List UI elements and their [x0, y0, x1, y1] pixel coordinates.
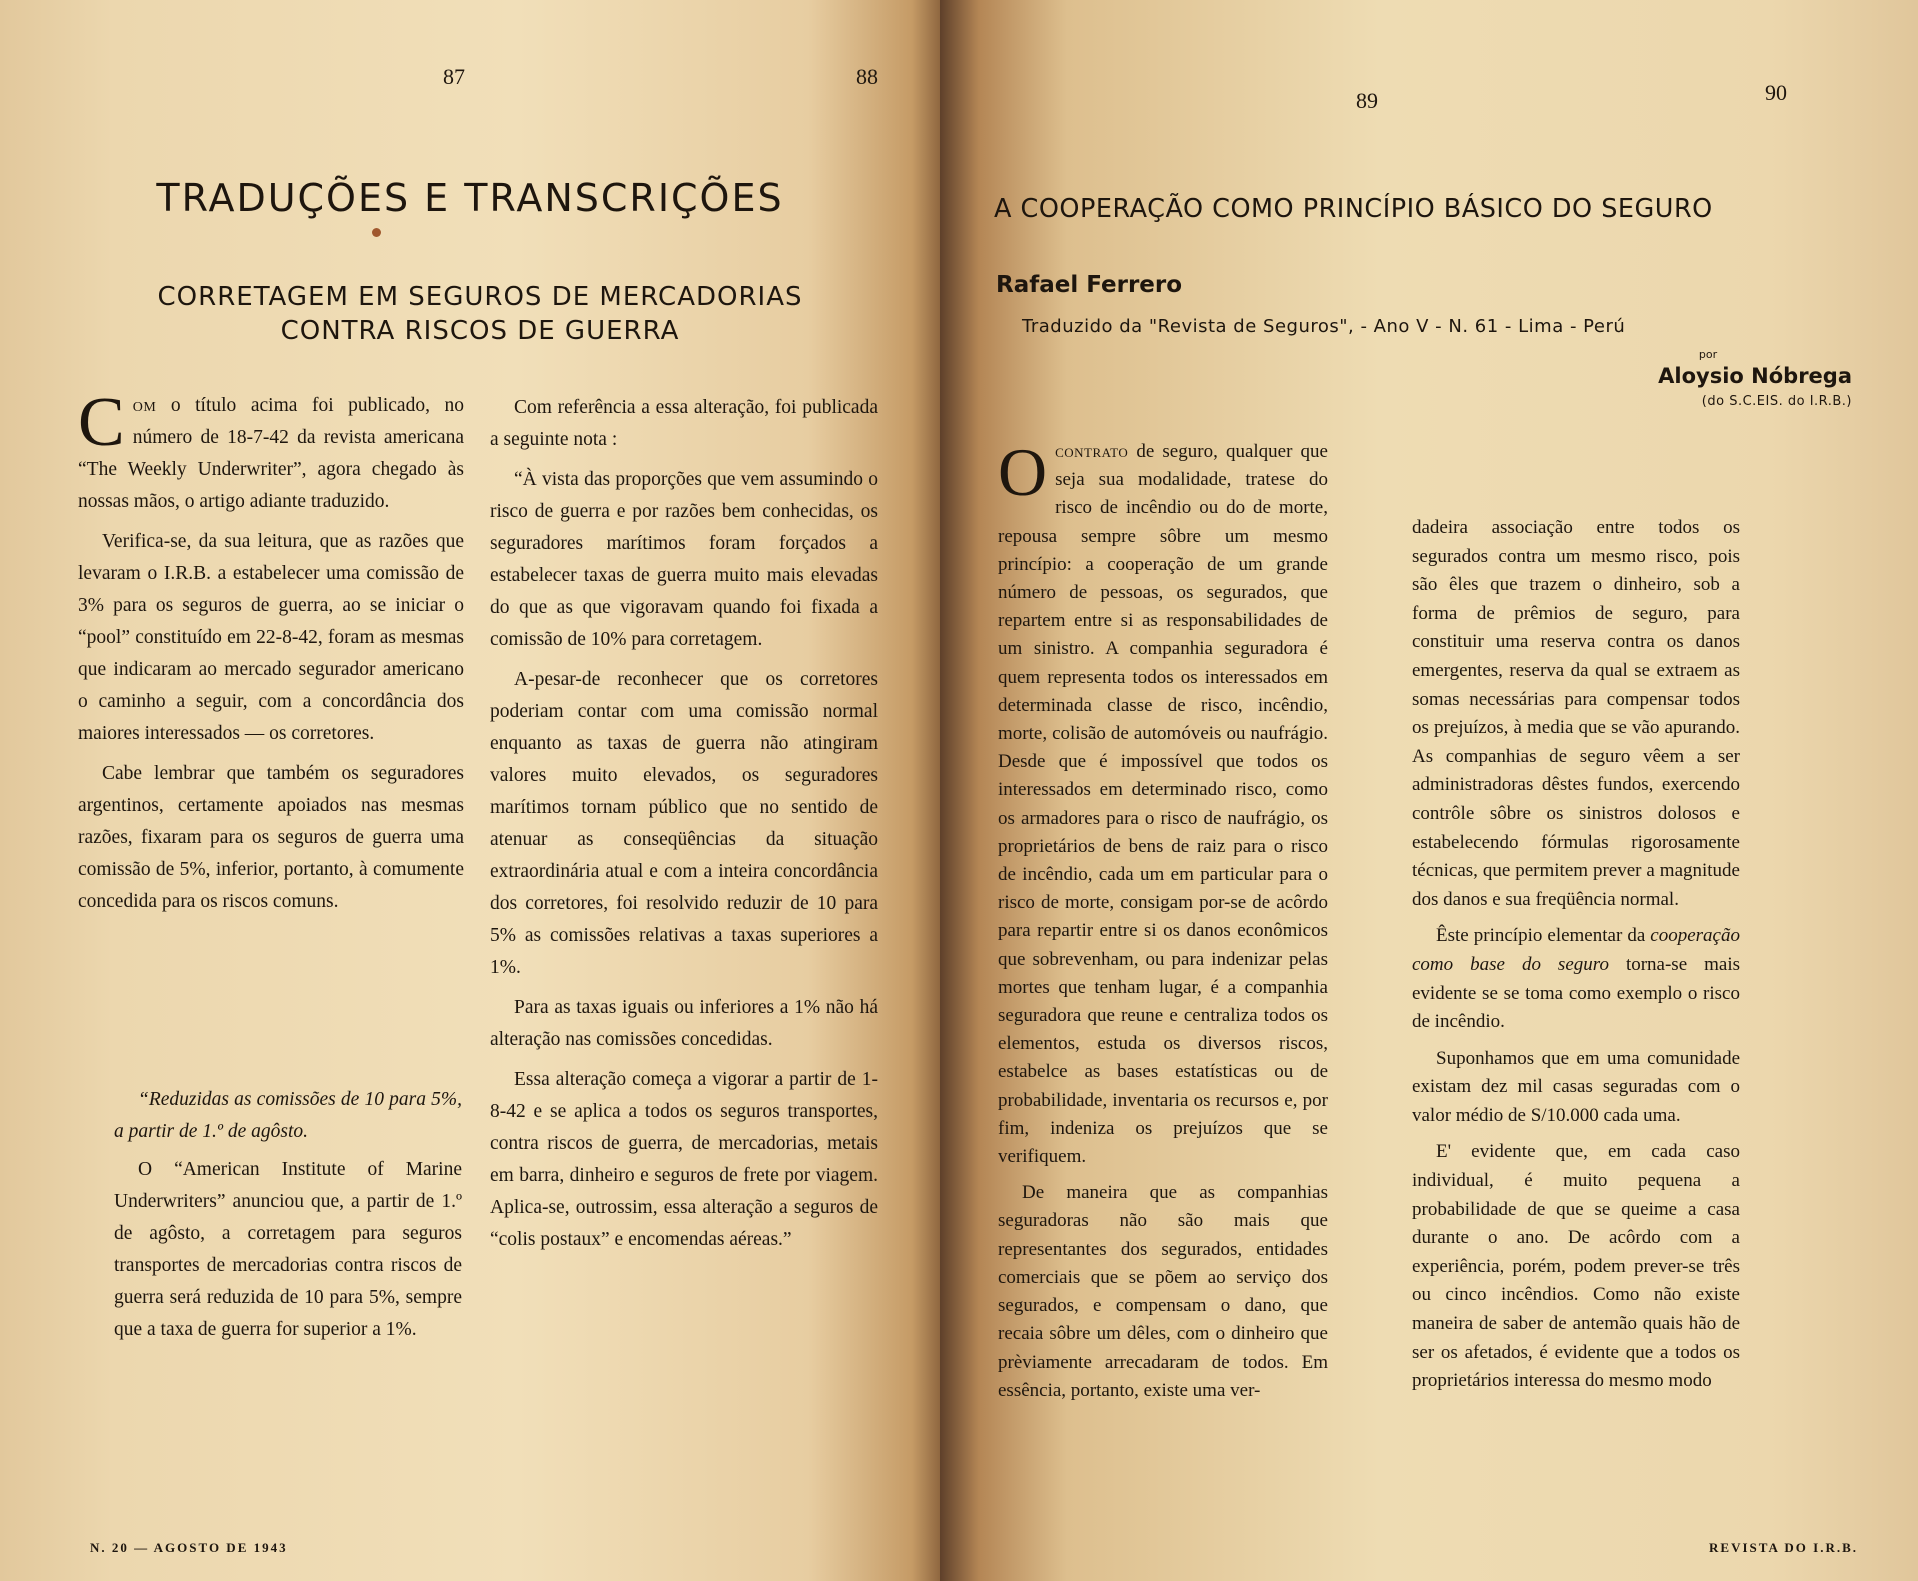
- paragraph: dadeira associação entre todos os segurados contra um mesmo risco, pois são êles que trazem o dinheiro, sob a forma de prêmios de seguro, para constituir uma reserva contra os danos emergentes, reserva da qual se extraem as somas necessárias para compensar todos os prejuízos, à media que se vão apurando. As companhias de seguro vêem a ser administradoras dêstes fundos, exercendo contrôle sôbre os sinistros dolosos e estabelecendo fórmulas rigorosamente técnicas, que permitem prever a magnitude dos danos e sua freqüência normal.: [1412, 517, 1740, 910]
- paragraph: Essa alteração começa a vigorar a partir de 1-8-42 e se aplica a todos os seguros transportes, contra riscos de guerra, de mercadorias, metais em barra, dinheiro e seguros de frete por viagem. Aplica-se, outrossim, essa alteração a seguros de “colis postaux” e encomendas aéreas.”: [490, 1069, 878, 1250]
- right-footer: REVISTA DO I.R.B.: [1709, 1540, 1858, 1555]
- right-page: [940, 0, 1918, 1581]
- article-title-line2: CONTRA RISCOS DE GUERRA: [280, 316, 680, 346]
- paragraph-text: torna-se mais evidente se se toma como exemplo o risco de incêndio.: [1412, 953, 1740, 1033]
- source-line: Traduzido da "Revista de Seguros", - Ano V - N. 61 - Lima - Perú: [1022, 316, 1626, 337]
- quote-heading: “Reduzidas as comissões de 10 para 5%, a partir de 1.º de agôsto.: [114, 1089, 462, 1142]
- page-number-88: 88: [856, 64, 878, 89]
- page-number-90: 90: [1765, 80, 1787, 105]
- left-quote-block: [114, 1084, 462, 1352]
- lead-word: om: [132, 395, 157, 416]
- paragraph: De maneira que as companhias seguradoras não são mais que representantes dos segurados, entidades comerciais que se põem ao serviço dos segurados, e compensam o dano, que recaia sôbre um dêles, com o dinheiro que prèviamente arrecadaram de todos. Em essência, portanto, existe uma ver-: [998, 1182, 1328, 1401]
- article-title: A COOPERAÇÃO COMO PRINCÍPIO BÁSICO DO SEGURO: [994, 194, 1713, 224]
- emphasis-text: cooperação como base do seguro: [1412, 925, 1740, 975]
- paragraph: [998, 434, 1328, 1171]
- left-page: [0, 0, 940, 1581]
- by-label: por: [1698, 348, 1718, 361]
- article-title-line1: CORRETAGEM EM SEGUROS DE MERCADORIAS: [157, 282, 803, 312]
- drop-cap: C: [78, 384, 125, 461]
- paragraph-text: de seguro, qualquer que seja sua modalidade, tratese do risco de incêndio ou do de morte, repousa sempre sôbre um mesmo princípio: a cooperação de um grande número de pessoas, os segurados, que repartem entre si as responsabilidades de um sinistro. A companhia seguradora é quem representa todos os interessados em determinada classe de risco, incêndio, morte, colisão de automóveis ou naufrágio. Desde que é impossível que todos os interessados em determinado risco, como os armadores para o risco de naufrágio, os proprietários de bens de raiz para o risco de incêndio, cada um em particular para o risco de morte, consigam por-se de acôrdo para repartir entre si os danos econômicos que sobrevenham, ou para indenizar pelas mortes que tenham lugar, é a companhia seguradora que reune e centraliza todos os elementos, estuda os diversos riscos, estabelce as bases estatísticas ou de probabilidade, inventaria os recursos e, por fim, indeniza os prejuízos que se verifiquem.: [998, 441, 1328, 1168]
- paragraph: Para as taxas iguais ou inferiores a 1% não há alteração nas comissões concedidas.: [490, 997, 878, 1050]
- ornament-dot: [372, 228, 381, 237]
- author-name: Rafael Ferrero: [996, 272, 1183, 298]
- translator-affiliation: (do S.C.EIS. do I.R.B.): [1701, 394, 1852, 409]
- page-number-89: 89: [1356, 88, 1378, 113]
- paragraph: Verifica-se, da sua leitura, que as razões que levaram o I.R.B. a estabelecer uma comissão de 3% para os seguros de guerra, ao se iniciar o “pool” constituído em 22-8-42, foram as mesmas que indicaram ao mercado segurador americano o caminho a seguir, com a concordância dos maiores interessados — os corretores.: [78, 531, 464, 744]
- drop-cap: O: [998, 434, 1048, 510]
- left-column-1: [78, 384, 464, 926]
- paragraph-text: o título acima foi publicado, no número de 18-7-42 da revista americana “The Weekly Underwriter”, agora chegado às nossas mãos, o artigo adiante traduzido.: [78, 395, 464, 512]
- left-footer: N. 20 — AGOSTO DE 1943: [90, 1540, 288, 1555]
- right-column-1: [998, 434, 1328, 1413]
- left-column-2: [490, 392, 878, 1264]
- article-title: [0, 280, 940, 348]
- paragraph: O “American Institute of Marine Underwriters” anunciou que, a partir de 1.º de agôsto, a corretagem para seguros transportes de mercadorias contra riscos de guerra será reduzida de 10 para 5%, sempre que a taxa de guerra for superior a 1%.: [114, 1159, 462, 1340]
- right-column-2: [1412, 514, 1740, 1404]
- lead-word: contrato: [1055, 441, 1129, 462]
- paragraph: Cabe lembrar que também os seguradores argentinos, certamente apoiados nas mesmas razões, fixaram para os seguros de guerra uma comissão de 5%, inferior, portanto, à comumente concedida para os riscos comuns.: [78, 763, 464, 912]
- paragraph: [1412, 922, 1740, 1036]
- paragraph: E' evidente que, em cada caso individual, é muito pequena a probabilidade de que se queime a casa durante o ano. De acôrdo com a experiência, porém, podem prever-se três ou cinco incêndios. Como não existe maneira de saber de antemão quais hão de ser os afetados, é evidente que a todos os proprietários interessa do mesmo modo: [1412, 1141, 1740, 1392]
- paragraph: Com referência a essa alteração, foi publicada a seguinte nota :: [490, 397, 878, 450]
- paragraph: [78, 384, 464, 518]
- paragraph: Suponhamos que em uma comunidade existam dez mil casas seguradas com o valor médio de S/10.000 cada uma.: [1412, 1047, 1740, 1126]
- page-number-87: 87: [443, 64, 465, 89]
- paragraph-text: Êste princípio elementar da: [1436, 925, 1651, 947]
- paragraph: A-pesar-de reconhecer que os corretores poderiam contar com uma comissão normal enquanto as taxas de guerra não atingiram valores muito elevados, os seguradores marítimos tornam público que no sentido de atenuar as conseqüências da situação extraordinária atual e com a inteira concordância dos corretores, foi resolvido reduzir de 10 para 5% as comissões relativas a taxas superiores a 1%.: [490, 669, 878, 978]
- paragraph: “À vista das proporções que vem assumindo o risco de guerra e por razões bem conhecidas, os seguradores marítimos foram forçados a estabelecer taxas de guerra muito mais elevadas do que as que vigoravam quando foi fixada a comissão de 10% para corretagem.: [490, 469, 878, 650]
- section-title: TRADUÇÕES E TRANSCRIÇÕES: [156, 176, 784, 220]
- translator-name: Aloysio Nóbrega: [1658, 364, 1852, 388]
